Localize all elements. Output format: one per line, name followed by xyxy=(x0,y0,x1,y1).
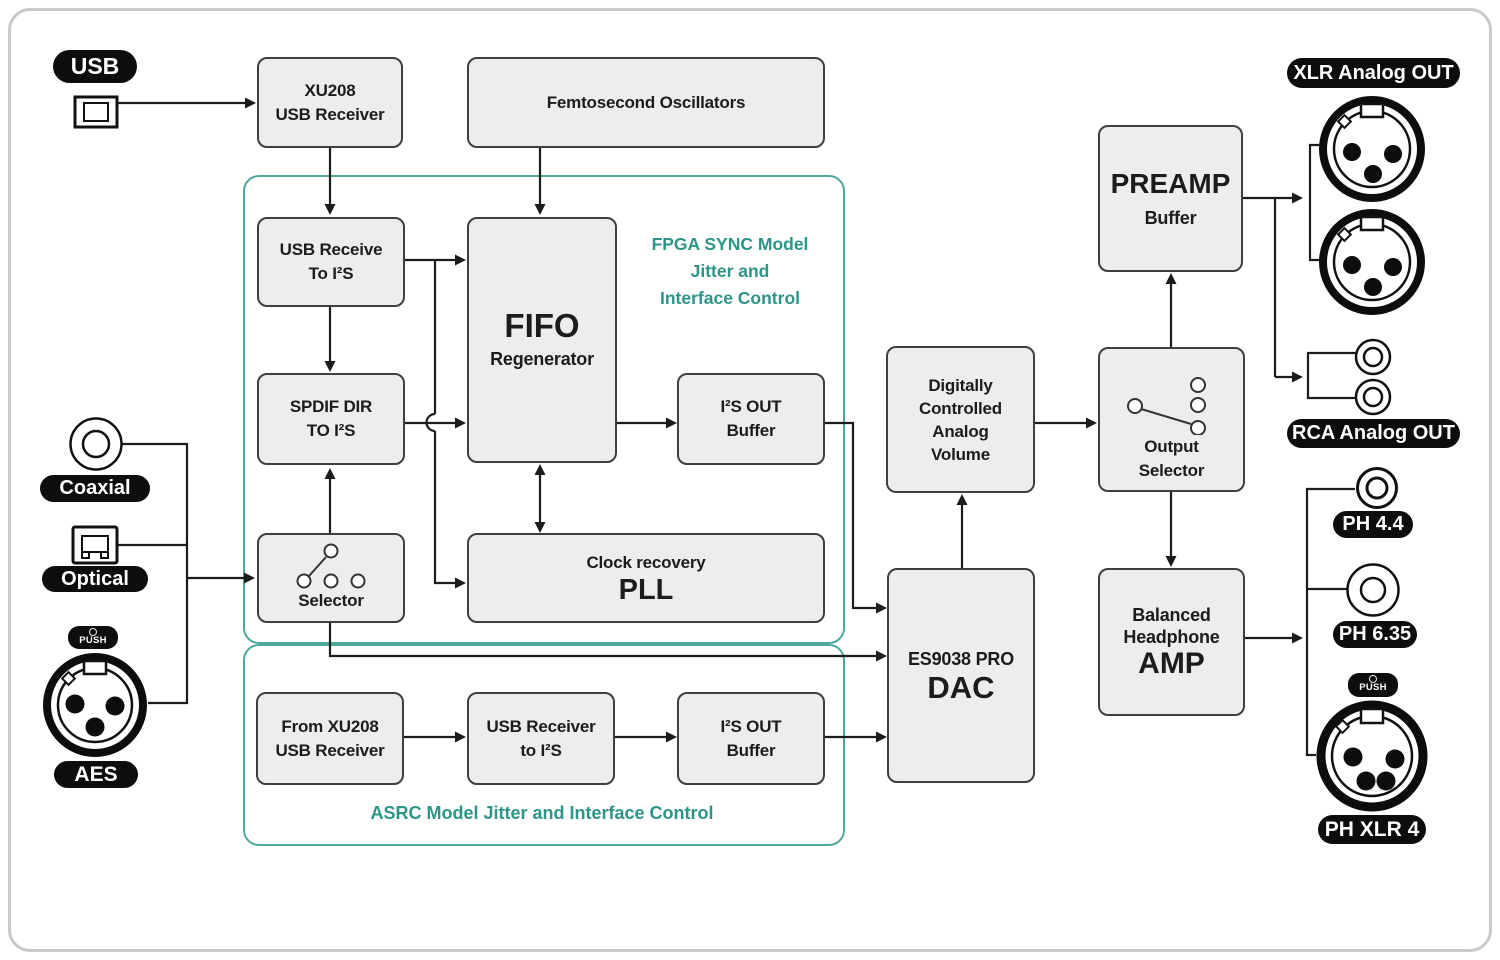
block-line: USB Receiver xyxy=(275,740,385,760)
block-line: Analog xyxy=(932,421,989,441)
block-line: Buffer xyxy=(726,421,776,440)
block-title: PLL xyxy=(618,574,674,606)
aes-push-badge xyxy=(68,626,118,649)
headphone-jack-4.4-icon xyxy=(1355,466,1399,510)
block-line: I²S OUT xyxy=(720,716,782,736)
block-preamp-buffer xyxy=(1098,125,1243,272)
block-line: From XU208 xyxy=(281,716,379,736)
ph635-badge: PH 6.35 xyxy=(1333,621,1417,648)
rca-jack-icon xyxy=(1354,338,1392,376)
block-line: To I²S xyxy=(308,264,354,283)
block-femtosecond-oscillators xyxy=(467,57,825,148)
block-line: USB Receiver xyxy=(275,104,385,124)
block-i2s-out-buffer-sync xyxy=(677,373,825,465)
block-line: SPDIF DIR xyxy=(289,397,373,416)
block-line: Controlled xyxy=(919,398,1002,418)
block-line: Selector xyxy=(1138,460,1205,480)
block-title: PREAMP xyxy=(1110,168,1231,199)
block-usb-receive-to-i2s xyxy=(257,217,405,307)
block-digitally-controlled-analog-volume xyxy=(886,346,1035,493)
block-i2s-out-buffer-asrc xyxy=(677,692,825,785)
switch-icon xyxy=(272,543,390,589)
block-es9038-pro-dac xyxy=(887,568,1035,783)
block-line: XU208 xyxy=(304,80,356,100)
block-subtitle: Buffer xyxy=(1144,208,1197,228)
block-line: to I²S xyxy=(520,740,562,760)
block-line: USB Receive xyxy=(279,240,383,259)
block-usb-receiver-to-i2s xyxy=(467,692,615,785)
fpga-label-line3: Interface Control xyxy=(659,288,801,308)
usb-connector-icon xyxy=(73,95,119,129)
block-line: TO I²S xyxy=(306,421,356,440)
block-line: Headphone xyxy=(1123,627,1220,647)
block-line: Clock recovery xyxy=(586,553,706,572)
coaxial-badge: Coaxial xyxy=(40,475,150,502)
coaxial-rca-icon xyxy=(68,416,124,472)
block-title: FIFO xyxy=(504,307,580,344)
fpga-label-line2: Jitter and xyxy=(690,261,770,281)
phxlr-push-badge xyxy=(1348,673,1398,697)
asrc-group-label: ASRC Model Jitter and Interface Control xyxy=(370,803,714,823)
block-fifo-regenerator xyxy=(467,217,617,463)
fpga-label-line1: FPGA SYNC Model xyxy=(651,234,809,254)
block-line: Digitally xyxy=(928,375,993,395)
block-title: AMP xyxy=(1138,647,1205,680)
aes-xlr-icon xyxy=(39,649,151,761)
phxlr4-badge: PH XLR 4 xyxy=(1318,815,1426,844)
block-line: Selector xyxy=(298,591,364,610)
block-balanced-headphone-amp xyxy=(1098,568,1245,716)
block-line: Volume xyxy=(931,444,990,464)
rca-analog-out-badge: RCA Analog OUT xyxy=(1287,419,1460,448)
block-line: ES9038 PRO xyxy=(907,648,1015,669)
block-output-selector xyxy=(1098,347,1245,492)
xlr4-female-icon xyxy=(1312,696,1432,816)
block-clock-recovery-pll xyxy=(467,533,825,623)
block-line: Output xyxy=(1144,436,1199,456)
block-subtitle: Regenerator xyxy=(490,349,594,369)
push-label: PUSH xyxy=(1359,682,1387,693)
block-line: Balanced xyxy=(1132,605,1211,625)
headphone-jack-6.35-icon xyxy=(1345,562,1401,618)
ph44-badge: PH 4.4 xyxy=(1333,511,1413,538)
block-xu208-usb-receiver xyxy=(257,57,403,148)
aes-badge: AES xyxy=(54,761,138,788)
block-spdif-dir-to-i2s xyxy=(257,373,405,465)
block-input-selector xyxy=(257,533,405,623)
block-from-xu208-usb-receiver xyxy=(256,692,404,785)
rca-jack-icon xyxy=(1354,378,1392,416)
optical-toslink-icon xyxy=(71,525,119,565)
push-label: PUSH xyxy=(79,635,107,646)
switch-icon xyxy=(1100,357,1247,435)
block-line: Femtosecond Oscillators xyxy=(546,92,746,112)
block-line: I²S OUT xyxy=(720,397,782,416)
block-line: USB Receiver xyxy=(486,716,596,736)
xlr-female-icon xyxy=(1315,92,1429,206)
block-line: Buffer xyxy=(726,740,776,760)
block-title: DAC xyxy=(927,669,995,705)
optical-badge: Optical xyxy=(42,566,148,592)
xlr-analog-out-badge: XLR Analog OUT xyxy=(1287,58,1460,88)
xlr-female-icon xyxy=(1315,205,1429,319)
usb-input-badge: USB xyxy=(53,50,137,83)
